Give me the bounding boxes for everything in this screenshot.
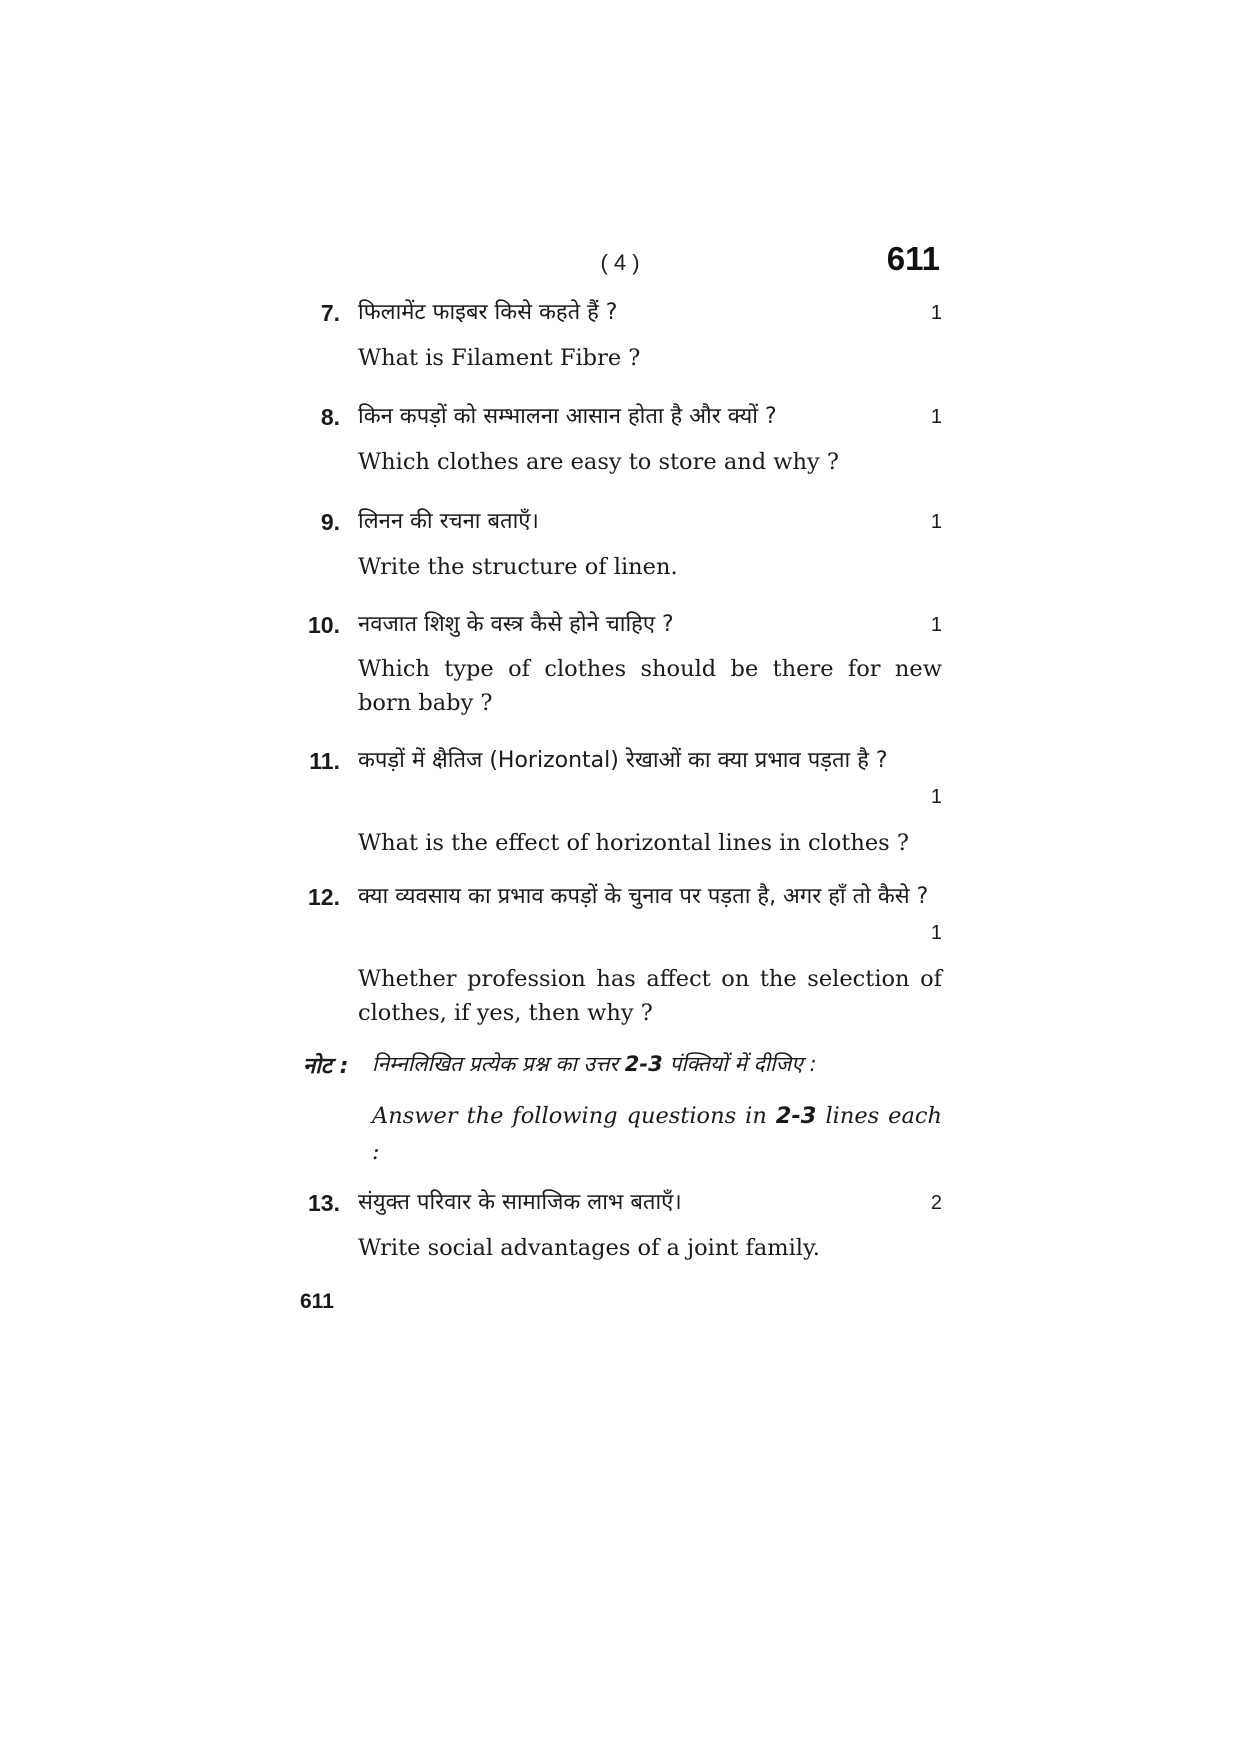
- question-text-english: Write the structure of linen.: [358, 554, 678, 580]
- question-text-hindi: संयुक्त परिवार के सामाजिक लाभ बताएँ।: [358, 1190, 682, 1215]
- question-text-hindi: किन कपड़ों को सम्भालना आसान होता है और क्यों ?: [358, 404, 777, 429]
- note-hindi-before: निम्नलिखित प्रत्येक प्रश्न का उत्तर: [372, 1052, 619, 1076]
- note-hindi-after: पंक्तियों में दीजिए :: [669, 1052, 817, 1076]
- question-number: 7.: [320, 300, 340, 326]
- note-label: नोट :: [303, 1054, 349, 1079]
- note-instruction-hindi: [372, 1050, 942, 1078]
- question-number: 8.: [320, 404, 340, 430]
- question-text-english: Whether profession has affect on the selection of clothes, if yes, then why ?: [358, 966, 942, 1026]
- question-marks: 1: [930, 786, 942, 808]
- question-text-hindi: क्या व्यवसाय का प्रभाव कपड़ों के चुनाव पर पड़ता है, अगर हाँ तो कैसे ?: [358, 884, 929, 909]
- question-text-english: What is Filament Fibre ?: [358, 345, 641, 371]
- question-text-english: Which type of clothes should be there for new born baby ?: [358, 656, 942, 716]
- note-line-range: 2-3: [624, 1052, 663, 1076]
- question-marks: 1: [930, 511, 942, 533]
- question-text-english: Which clothes are easy to store and why ?: [358, 449, 839, 475]
- question-text-hindi: लिनन की रचना बताएँ।: [358, 509, 539, 534]
- question-number: 10.: [308, 612, 340, 638]
- note-line-range-english: 2-3: [775, 1103, 817, 1129]
- note-instruction-english: [372, 1098, 942, 1170]
- question-text-english: Write social advantages of a joint family.: [358, 1235, 820, 1261]
- paper-code-header: 611: [886, 240, 940, 277]
- question-number: 9.: [320, 509, 340, 535]
- question-marks: 1: [930, 406, 942, 428]
- question-marks: 1: [930, 922, 942, 944]
- question-marks: 2: [930, 1192, 942, 1214]
- question-text-english: What is the effect of horizontal lines in clothes ?: [358, 830, 909, 856]
- question-marks: 1: [930, 614, 942, 636]
- paper-code-footer: 611: [300, 1290, 334, 1313]
- question-marks: 1: [930, 302, 942, 324]
- note-english-after: lines each :: [372, 1103, 942, 1165]
- question-number: 11.: [309, 748, 340, 774]
- question-text-hindi: फिलामेंट फाइबर किसे कहते हैं ?: [358, 300, 618, 325]
- question-text-hindi: नवजात शिशु के वस्त्र कैसे होने चाहिए ?: [358, 612, 674, 637]
- question-text-hindi: कपड़ों में क्षैतिज (Horizontal) रेखाओं का क्या प्रभाव पड़ता है ?: [358, 748, 888, 773]
- question-number: 13.: [308, 1190, 340, 1216]
- note-english-before: Answer the following questions in: [372, 1103, 767, 1129]
- page-number: ( 4 ): [600, 250, 640, 275]
- question-number: 12.: [308, 884, 340, 910]
